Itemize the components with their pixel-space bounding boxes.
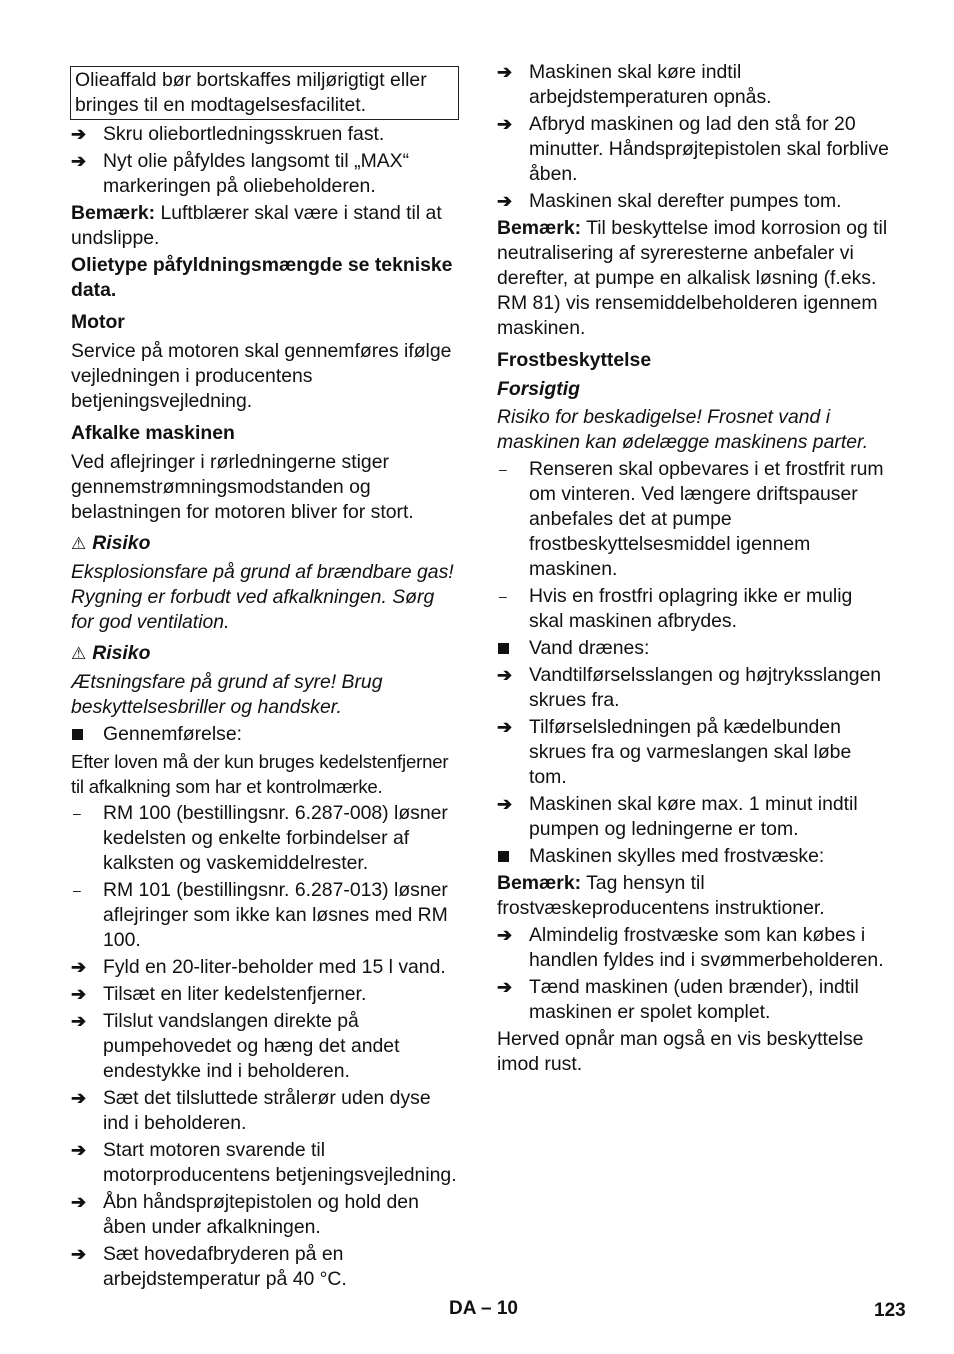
square-bullet-icon xyxy=(497,636,525,661)
note-text: Til beskyttelse imod korrosion og til neutralisering af syreresterne anbefaler vi derefter, at pumpe en alkalisk løsning (f.eks. RM 81) vis rensemiddelbeholderen igennem maskinen. xyxy=(497,217,888,339)
oil-disposal-note-box: Olieaffald bør bortskaffes miljørigtigt eller bringes til en modtagelsesfacilitet. xyxy=(70,66,459,120)
arrow-right-icon: ➔ xyxy=(71,984,87,1004)
caution-text: Risiko for beskadigelse! Frosnet vand i maskinen kan ødelægge maskinens parter. xyxy=(497,406,869,453)
note-label: Bemærk: xyxy=(497,872,582,894)
arrow-right-icon: ➔ xyxy=(71,1140,87,1160)
dash-text: Renseren skal opbevares i et frostfrit rum om vinteren. Ved længere driftspauser anbefales det at pumpe frostbeskyttelsesmiddel igennem maskinen. xyxy=(529,458,884,580)
step-text: Maskinen skal køre max. 1 minut indtil pumpen og ledningerne er tom. xyxy=(529,793,858,840)
arrow-right-icon: ➔ xyxy=(71,957,87,977)
dash-bullet-icon: – xyxy=(499,461,507,477)
arrow-right-icon: ➔ xyxy=(497,977,513,997)
step-item xyxy=(497,663,889,713)
warning-text: Ætsningsfare på grund af syre! Brug beskyttelsesbriller og handsker. xyxy=(71,671,383,718)
dash-item xyxy=(71,878,459,953)
left-column xyxy=(71,66,459,1294)
note-paragraph xyxy=(497,216,889,341)
warning-triangle-icon: ⚠ xyxy=(71,644,87,663)
step-text: Åbn håndsprøjtepistolen og hold den åben under afkalkningen. xyxy=(103,1191,419,1238)
warning-label: Risiko xyxy=(92,642,151,664)
bullet-text: Gennemførelse: xyxy=(103,723,243,745)
step-item xyxy=(71,1009,459,1084)
step-item xyxy=(71,1138,459,1188)
dash-text: Hvis en frostfri oplagring ikke er mulig skal maskinen afbrydes. xyxy=(529,585,853,632)
arrow-right-icon: ➔ xyxy=(71,124,87,144)
warning-triangle-icon: ⚠ xyxy=(71,534,87,553)
step-item xyxy=(497,975,889,1025)
dash-bullet-icon: – xyxy=(73,882,81,898)
step-item xyxy=(497,60,889,110)
note-paragraph xyxy=(71,201,459,251)
arrow-right-icon: ➔ xyxy=(71,1088,87,1108)
bullet-item xyxy=(497,844,889,869)
note-label: Bemærk: xyxy=(497,217,582,239)
step-text: Sæt det tilsluttede strålerør uden dyse ind i beholderen. xyxy=(103,1087,431,1134)
step-item xyxy=(71,1242,459,1292)
step-item xyxy=(497,923,889,973)
step-text: Afbryd maskinen og lad den stå for 20 minutter. Håndsprøjtepistolen skal forblive åben. xyxy=(529,113,889,185)
square-bullet-icon xyxy=(71,722,99,747)
dash-item xyxy=(497,584,889,634)
step-text: Maskinen skal derefter pumpes tom. xyxy=(529,190,842,212)
arrow-right-icon: ➔ xyxy=(71,1192,87,1212)
bullet-item xyxy=(71,722,459,747)
warning-label: Risiko xyxy=(92,532,151,554)
note-text: Tag hensyn til frostvæskeproducentens instruktioner. xyxy=(497,872,825,919)
note-text: Luftblærer skal være i stand til at undslippe. xyxy=(71,202,442,249)
step-text: Tænd maskinen (uden brænder), indtil maskinen er spolet komplet. xyxy=(529,976,859,1023)
step-text: Tilførselsledningen på kædelbunden skrues fra og varmeslangen skal løbe tom. xyxy=(529,716,852,788)
dash-item xyxy=(71,801,459,876)
step-text: Tilsæt en liter kedelstenfjerner. xyxy=(103,983,367,1005)
arrow-right-icon: ➔ xyxy=(497,665,513,685)
note-label: Bemærk: xyxy=(71,202,156,224)
step-text: Fyld en 20-liter-beholder med 15 l vand. xyxy=(103,956,446,978)
right-column xyxy=(497,60,889,1079)
arrow-right-icon: ➔ xyxy=(497,62,513,82)
motor-heading: Motor xyxy=(71,311,125,333)
step-item xyxy=(497,792,889,842)
step-text: Vandtilførselsslangen og højtryksslangen skrues fra. xyxy=(529,664,882,711)
step-item xyxy=(71,149,459,199)
page-number: 123 xyxy=(874,1300,906,1321)
arrow-right-icon: ➔ xyxy=(71,1244,87,1264)
arrow-right-icon: ➔ xyxy=(497,794,513,814)
step-item xyxy=(71,122,459,147)
step-text: Maskinen skal køre indtil arbejdstemperaturen opnås. xyxy=(529,61,772,108)
step-item xyxy=(71,1086,459,1136)
frost-heading: Frostbeskyttelse xyxy=(497,349,652,371)
arrow-right-icon: ➔ xyxy=(497,114,513,134)
step-text: Start motoren svarende til motorproducentens betjeningsvejledning. xyxy=(103,1139,457,1186)
step-item xyxy=(497,112,889,187)
arrow-right-icon: ➔ xyxy=(71,151,87,171)
caution-label: Forsigtig xyxy=(497,378,580,400)
footer-section-label: DA – 10 xyxy=(449,1298,518,1319)
step-item xyxy=(71,1190,459,1240)
step-item xyxy=(497,189,889,214)
bullet-item xyxy=(497,636,889,661)
step-text: Nyt olie påfyldes langsomt til „MAX“ markeringen på oliebeholderen. xyxy=(103,150,410,197)
dash-text: RM 100 (bestillingsnr. 6.287-008) løsner kedelsten og enkelte forbindelser af kalksten og vaskemiddelrester. xyxy=(103,802,448,874)
arrow-right-icon: ➔ xyxy=(71,1011,87,1031)
step-item xyxy=(497,715,889,790)
step-text: Skru oliebortledningsskruen fast. xyxy=(103,123,385,145)
law-text: Efter loven må der kun bruges kedelstenfjerner til afkalkning som har et kontrolmærke. xyxy=(71,751,449,797)
bullet-text: Vand drænes: xyxy=(529,637,650,659)
motor-text: Service på motoren skal gennemføres ifølge vejledningen i producentens betjeningsvejledning. xyxy=(71,340,452,412)
arrow-right-icon: ➔ xyxy=(497,717,513,737)
dash-item xyxy=(497,457,889,582)
dash-bullet-icon: – xyxy=(499,588,507,604)
step-text: Sæt hovedafbryderen på en arbejdstemperatur på 40 °C. xyxy=(103,1243,347,1290)
step-item xyxy=(71,955,459,980)
step-text: Tilslut vandslangen direkte på pumpehovedet og hæng det andet endestykke ind i beholderen. xyxy=(103,1010,400,1082)
note-paragraph xyxy=(497,871,889,921)
oil-type-text: Olietype påfyldningsmængde se tekniske data. xyxy=(71,254,453,301)
arrow-right-icon: ➔ xyxy=(497,191,513,211)
final-text: Herved opnår man også en vis beskyttelse imod rust. xyxy=(497,1028,864,1075)
descale-text: Ved aflejringer i rørledningerne stiger gennemstrømningsmodstanden og belastningen for motoren bliver for stort. xyxy=(71,451,414,523)
square-bullet-icon xyxy=(497,844,525,869)
dash-text: RM 101 (bestillingsnr. 6.287-013) løsner aflejringer som ikke kan løsnes med RM 100. xyxy=(103,879,448,951)
step-text: Almindelig frostvæske som kan købes i handlen fyldes ind i svømmerbeholderen. xyxy=(529,924,884,971)
bullet-text: Maskinen skylles med frostvæske: xyxy=(529,845,825,867)
warning-heading xyxy=(71,641,459,666)
warning-heading xyxy=(71,531,459,556)
dash-bullet-icon: – xyxy=(73,805,81,821)
descale-heading: Afkalke maskinen xyxy=(71,422,235,444)
warning-text: Eksplosionsfare på grund af brændbare gas! Rygning er forbudt ved afkalkningen. Sørg for god ventilation. xyxy=(71,561,454,633)
step-item xyxy=(71,982,459,1007)
arrow-right-icon: ➔ xyxy=(497,925,513,945)
